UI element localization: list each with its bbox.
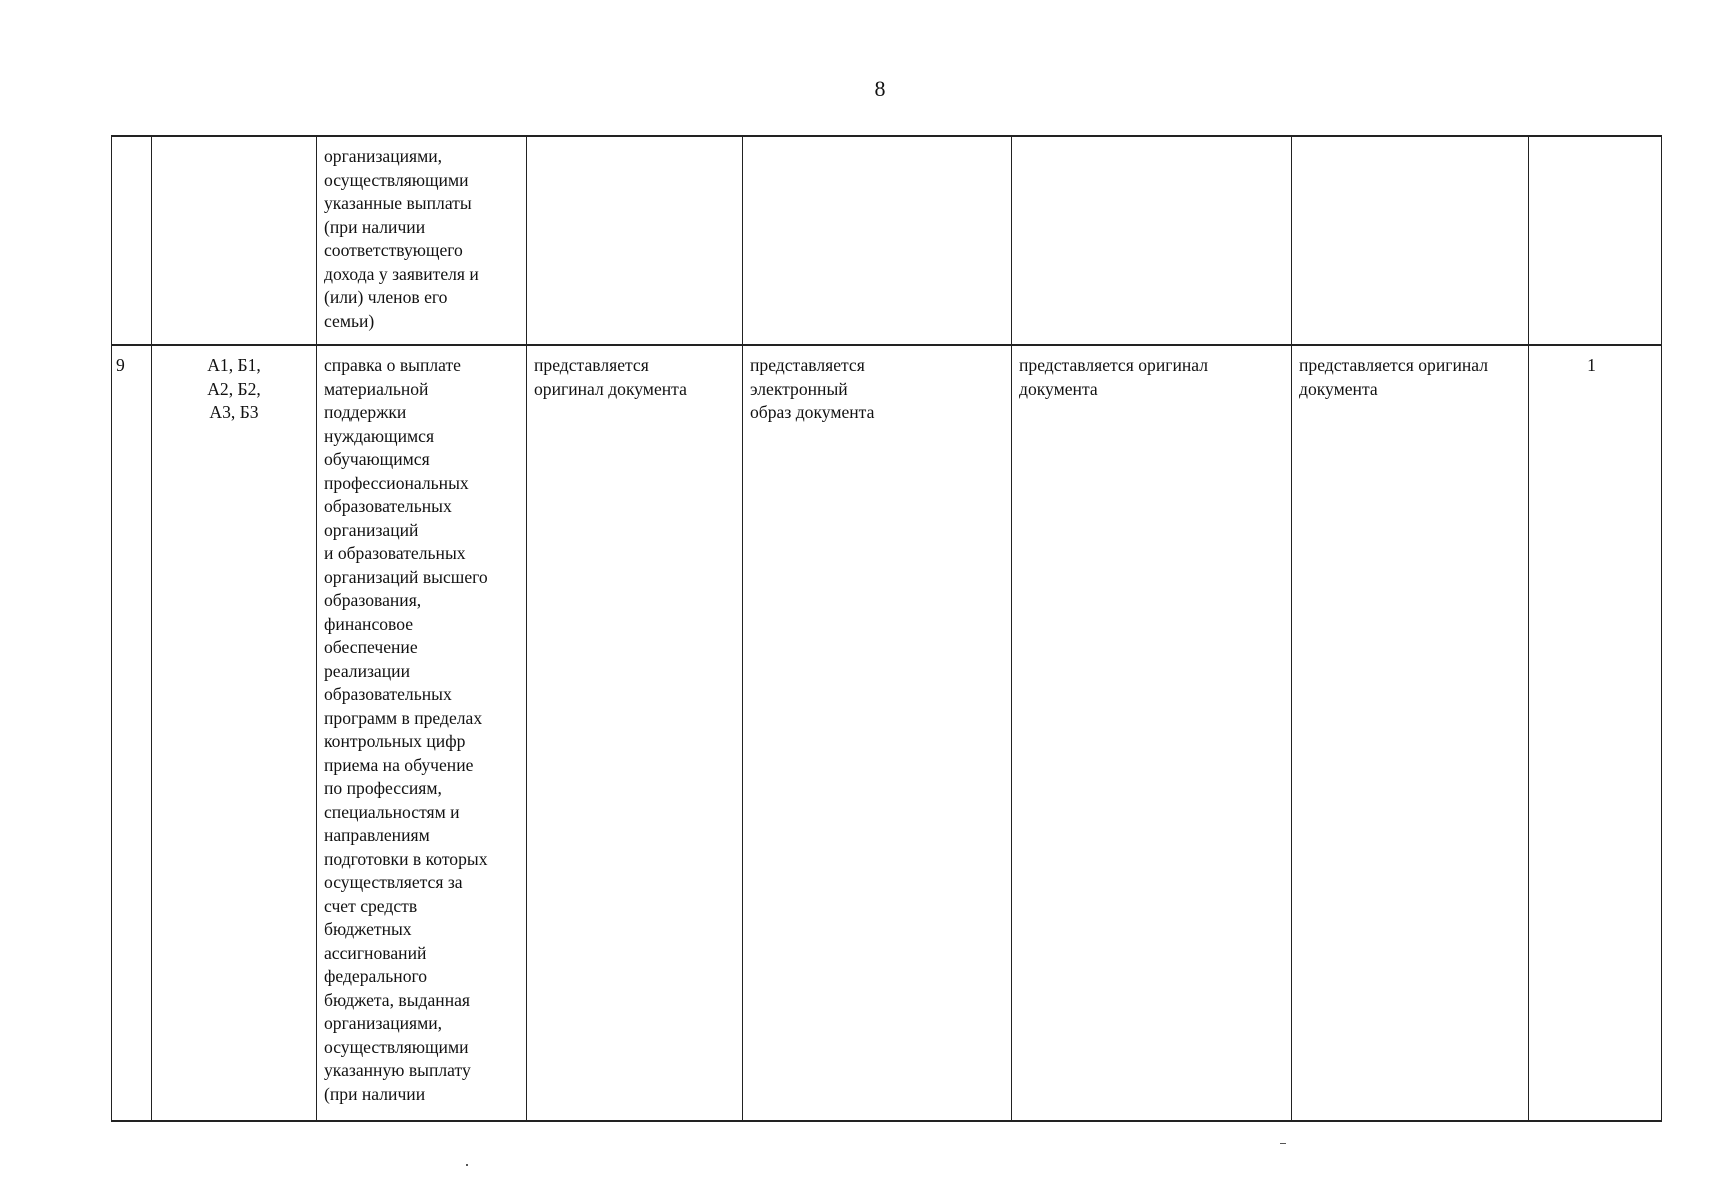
- page-number: 8: [874, 76, 886, 101]
- scan-speck: [466, 1164, 468, 1166]
- cell-col7: представляется оригинал документа: [1292, 345, 1529, 1121]
- cell-col4: [527, 136, 743, 345]
- cell-col8: 1: [1529, 345, 1662, 1121]
- cell-document-name: справка о выплате материальной поддержки нуждающимся обучающимся профессиональных образовательных организаций и образовательных организаций высшего образования, финансовое обеспечение реализации образовательных программ в пределах контрольных цифр приема на обучение по профессиям, специальностям и направлениям подготовки в которых осуществляется за счет средств бюджетных ассигнований федерального бюджета, выданная организациями, осуществляющими указанную выплату (при наличии: [317, 345, 527, 1121]
- cell-col6: [1012, 136, 1292, 345]
- cell-col5: представляется электронный образ документа: [743, 345, 1012, 1121]
- cell-col5: [743, 136, 1012, 345]
- cell-document-name: организациями, осуществляющими указанные выплаты (при наличии соответствующего дохода у заявителя и (или) членов его семьи): [317, 136, 527, 345]
- cell-col8: [1529, 136, 1662, 345]
- requirements-table: [111, 135, 1662, 1122]
- scan-speck: [1280, 1143, 1286, 1144]
- cell-col6: представляется оригинал документа: [1012, 345, 1292, 1121]
- cell-categories: [152, 136, 317, 345]
- table-row-continuation: [112, 136, 1662, 345]
- cell-categories: А1, Б1, А2, Б2, А3, Б3: [152, 345, 317, 1121]
- cell-number: [112, 136, 152, 345]
- cell-col4: представляется оригинал документа: [527, 345, 743, 1121]
- cell-number: 9: [112, 345, 152, 1121]
- table-row-9: [112, 345, 1662, 1121]
- cell-col7: [1292, 136, 1529, 345]
